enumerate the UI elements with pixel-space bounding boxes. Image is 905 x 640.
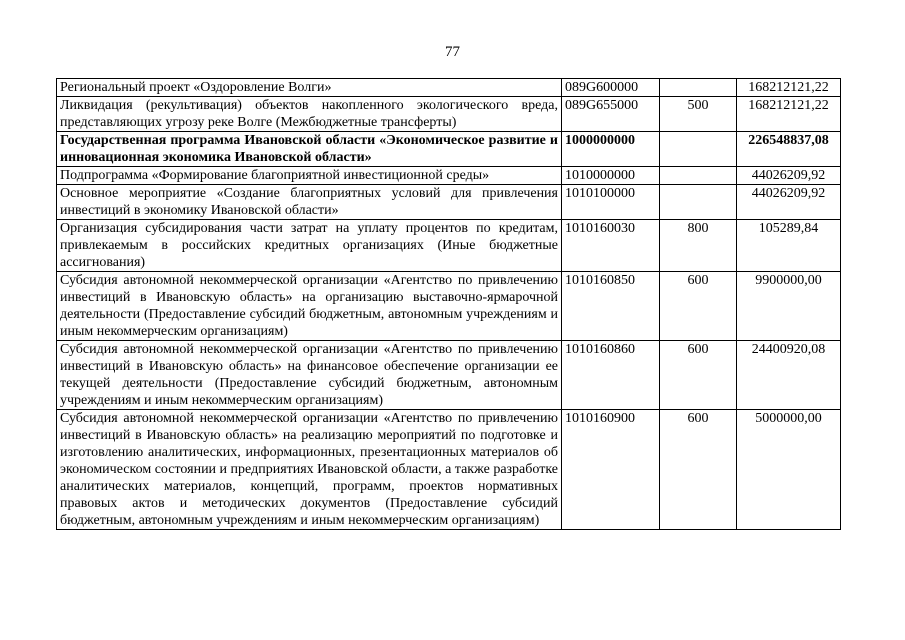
row-code: 089G655000	[562, 97, 660, 132]
row-name: Субсидия автономной некоммерческой организации «Агентство по привлечению инвестиций в Ивановскую область» на организацию выставочно-ярмарочной деятельности (Предоставление субсидий бюджетным, автономным учреждениям и иным некоммерческим организациям)	[57, 272, 562, 341]
row-sum: 226548837,08	[737, 132, 841, 167]
row-expense-type: 600	[660, 410, 737, 530]
row-sum: 44026209,92	[737, 185, 841, 220]
row-sum: 24400920,08	[737, 341, 841, 410]
row-code: 1010160030	[562, 220, 660, 272]
table-row	[57, 97, 841, 132]
table-row	[57, 185, 841, 220]
row-code: 1010000000	[562, 167, 660, 185]
table-row	[57, 272, 841, 341]
row-code: 1010100000	[562, 185, 660, 220]
row-code: 1000000000	[562, 132, 660, 167]
table-row	[57, 220, 841, 272]
row-name: Государственная программа Ивановской области «Экономическое развитие и инновационная экономика Ивановской области»	[57, 132, 562, 167]
table-row	[57, 341, 841, 410]
row-code: 1010160850	[562, 272, 660, 341]
row-expense-type: 500	[660, 97, 737, 132]
row-expense-type: 800	[660, 220, 737, 272]
table-row	[57, 79, 841, 97]
row-code: 1010160860	[562, 341, 660, 410]
row-name: Основное мероприятие «Создание благоприятных условий для привлечения инвестиций в экономику Ивановской области»	[57, 185, 562, 220]
row-sum: 44026209,92	[737, 167, 841, 185]
row-code: 1010160900	[562, 410, 660, 530]
row-sum: 168212121,22	[737, 79, 841, 97]
row-expense-type: 600	[660, 272, 737, 341]
budget-table	[56, 78, 841, 530]
row-name: Субсидия автономной некоммерческой организации «Агентство по привлечению инвестиций в Ивановскую область» на финансовое обеспечение организации ее текущей деятельности (Предоставление субсидий бюджетным, автономным учреждениям и иным некоммерческим организациям)	[57, 341, 562, 410]
table-row	[57, 410, 841, 530]
row-name: Субсидия автономной некоммерческой организации «Агентство по привлечению инвестиций в Ивановскую область» на реализацию мероприятий по подготовке и изготовлению аналитических, информационных, презентационных материалов об экономическом состоянии и предприятиях Ивановской области, а также разработке аналитических материалов, концепций, программ, проектов нормативных правовых актов и методических документов (Предоставление субсидий бюджетным, автономным учреждениям и иным некоммерческим организациям)	[57, 410, 562, 530]
row-name: Региональный проект «Оздоровление Волги»	[57, 79, 562, 97]
row-sum: 105289,84	[737, 220, 841, 272]
row-name: Организация субсидирования части затрат на уплату процентов по кредитам, привлекаемым в российских кредитных организациях (Иные бюджетные ассигнования)	[57, 220, 562, 272]
page-number: 77	[445, 44, 460, 60]
row-sum: 168212121,22	[737, 97, 841, 132]
row-name: Подпрограмма «Формирование благоприятной инвестиционной среды»	[57, 167, 562, 185]
row-expense-type	[660, 167, 737, 185]
row-expense-type: 600	[660, 341, 737, 410]
row-expense-type	[660, 132, 737, 167]
table-row	[57, 132, 841, 167]
row-sum: 9900000,00	[737, 272, 841, 341]
table-row	[57, 167, 841, 185]
row-name: Ликвидация (рекультивация) объектов накопленного экологического вреда, представляющих угрозу реке Волге (Межбюджетные трансферты)	[57, 97, 562, 132]
row-code: 089G600000	[562, 79, 660, 97]
row-expense-type	[660, 185, 737, 220]
row-sum: 5000000,00	[737, 410, 841, 530]
row-expense-type	[660, 79, 737, 97]
